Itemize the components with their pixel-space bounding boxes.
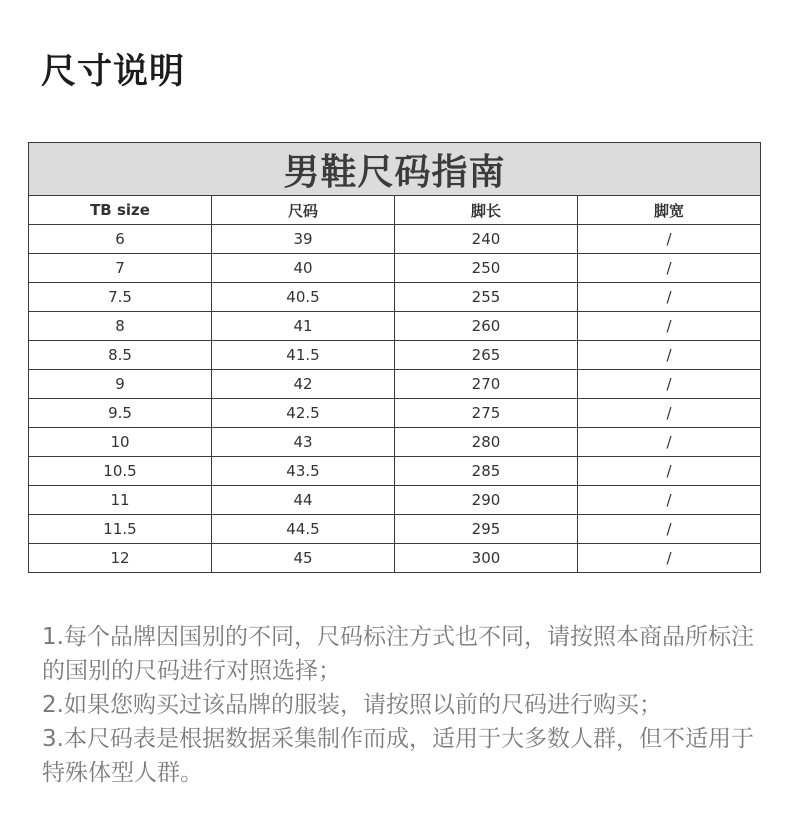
cell-size: 39 (212, 225, 395, 254)
table-body (29, 225, 761, 573)
cell-foot-length: 290 (395, 486, 578, 515)
cell-tb-size: 9.5 (29, 399, 212, 428)
cell-tb-size: 12 (29, 544, 212, 573)
table-row (29, 225, 761, 254)
cell-foot-length: 250 (395, 254, 578, 283)
cell-size: 40 (212, 254, 395, 283)
cell-size: 42.5 (212, 399, 395, 428)
note-item: 2.如果您购买过该品牌的服装，请按照以前的尺码进行购买； (42, 692, 662, 718)
table-title: 男鞋尺码指南 (29, 143, 761, 196)
cell-tb-size: 11.5 (29, 515, 212, 544)
size-table (28, 142, 761, 573)
table-row (29, 486, 761, 515)
table-row (29, 370, 761, 399)
cell-foot-length: 240 (395, 225, 578, 254)
cell-size: 43 (212, 428, 395, 457)
cell-foot-width: / (578, 544, 761, 573)
cell-tb-size: 9 (29, 370, 212, 399)
cell-foot-width: / (578, 283, 761, 312)
cell-size: 44 (212, 486, 395, 515)
cell-foot-width: / (578, 457, 761, 486)
cell-foot-width: / (578, 254, 761, 283)
cell-size: 41 (212, 312, 395, 341)
table-row (29, 515, 761, 544)
cell-foot-width: / (578, 486, 761, 515)
header-foot-length: 脚长 (395, 196, 578, 225)
cell-size: 44.5 (212, 515, 395, 544)
table-row (29, 544, 761, 573)
table-row (29, 312, 761, 341)
cell-foot-length: 280 (395, 428, 578, 457)
table-row (29, 283, 761, 312)
cell-foot-width: / (578, 225, 761, 254)
notes (42, 620, 757, 790)
header-foot-width: 脚宽 (578, 196, 761, 225)
cell-tb-size: 6 (29, 225, 212, 254)
cell-foot-width: / (578, 370, 761, 399)
cell-foot-length: 265 (395, 341, 578, 370)
cell-foot-length: 255 (395, 283, 578, 312)
table-row (29, 457, 761, 486)
table-row (29, 341, 761, 370)
cell-foot-width: / (578, 399, 761, 428)
cell-tb-size: 8.5 (29, 341, 212, 370)
cell-size: 42 (212, 370, 395, 399)
cell-foot-width: / (578, 341, 761, 370)
cell-foot-length: 260 (395, 312, 578, 341)
cell-foot-length: 275 (395, 399, 578, 428)
cell-foot-length: 295 (395, 515, 578, 544)
note-item: 3.本尺码表是根据数据采集制作而成，适用于大多数人群，但不适用于特殊体型人群。 (42, 726, 754, 786)
cell-foot-length: 270 (395, 370, 578, 399)
note-item: 1.每个品牌因国别的不同，尺码标注方式也不同，请按照本商品所标注的国别的尺码进行对照选择； (42, 624, 754, 684)
table-title-row (29, 143, 761, 196)
cell-size: 43.5 (212, 457, 395, 486)
cell-tb-size: 7.5 (29, 283, 212, 312)
cell-foot-length: 300 (395, 544, 578, 573)
cell-foot-width: / (578, 428, 761, 457)
table-row (29, 399, 761, 428)
cell-tb-size: 10.5 (29, 457, 212, 486)
cell-tb-size: 7 (29, 254, 212, 283)
table-row (29, 428, 761, 457)
cell-size: 41.5 (212, 341, 395, 370)
cell-foot-length: 285 (395, 457, 578, 486)
cell-foot-width: / (578, 515, 761, 544)
cell-tb-size: 10 (29, 428, 212, 457)
page-title: 尺寸说明 (41, 52, 186, 92)
cell-size: 45 (212, 544, 395, 573)
header-tb-size: TB size (29, 196, 212, 225)
header-size: 尺码 (212, 196, 395, 225)
table-row (29, 254, 761, 283)
table-header-row (29, 196, 761, 225)
cell-foot-width: / (578, 312, 761, 341)
cell-size: 40.5 (212, 283, 395, 312)
cell-tb-size: 11 (29, 486, 212, 515)
cell-tb-size: 8 (29, 312, 212, 341)
